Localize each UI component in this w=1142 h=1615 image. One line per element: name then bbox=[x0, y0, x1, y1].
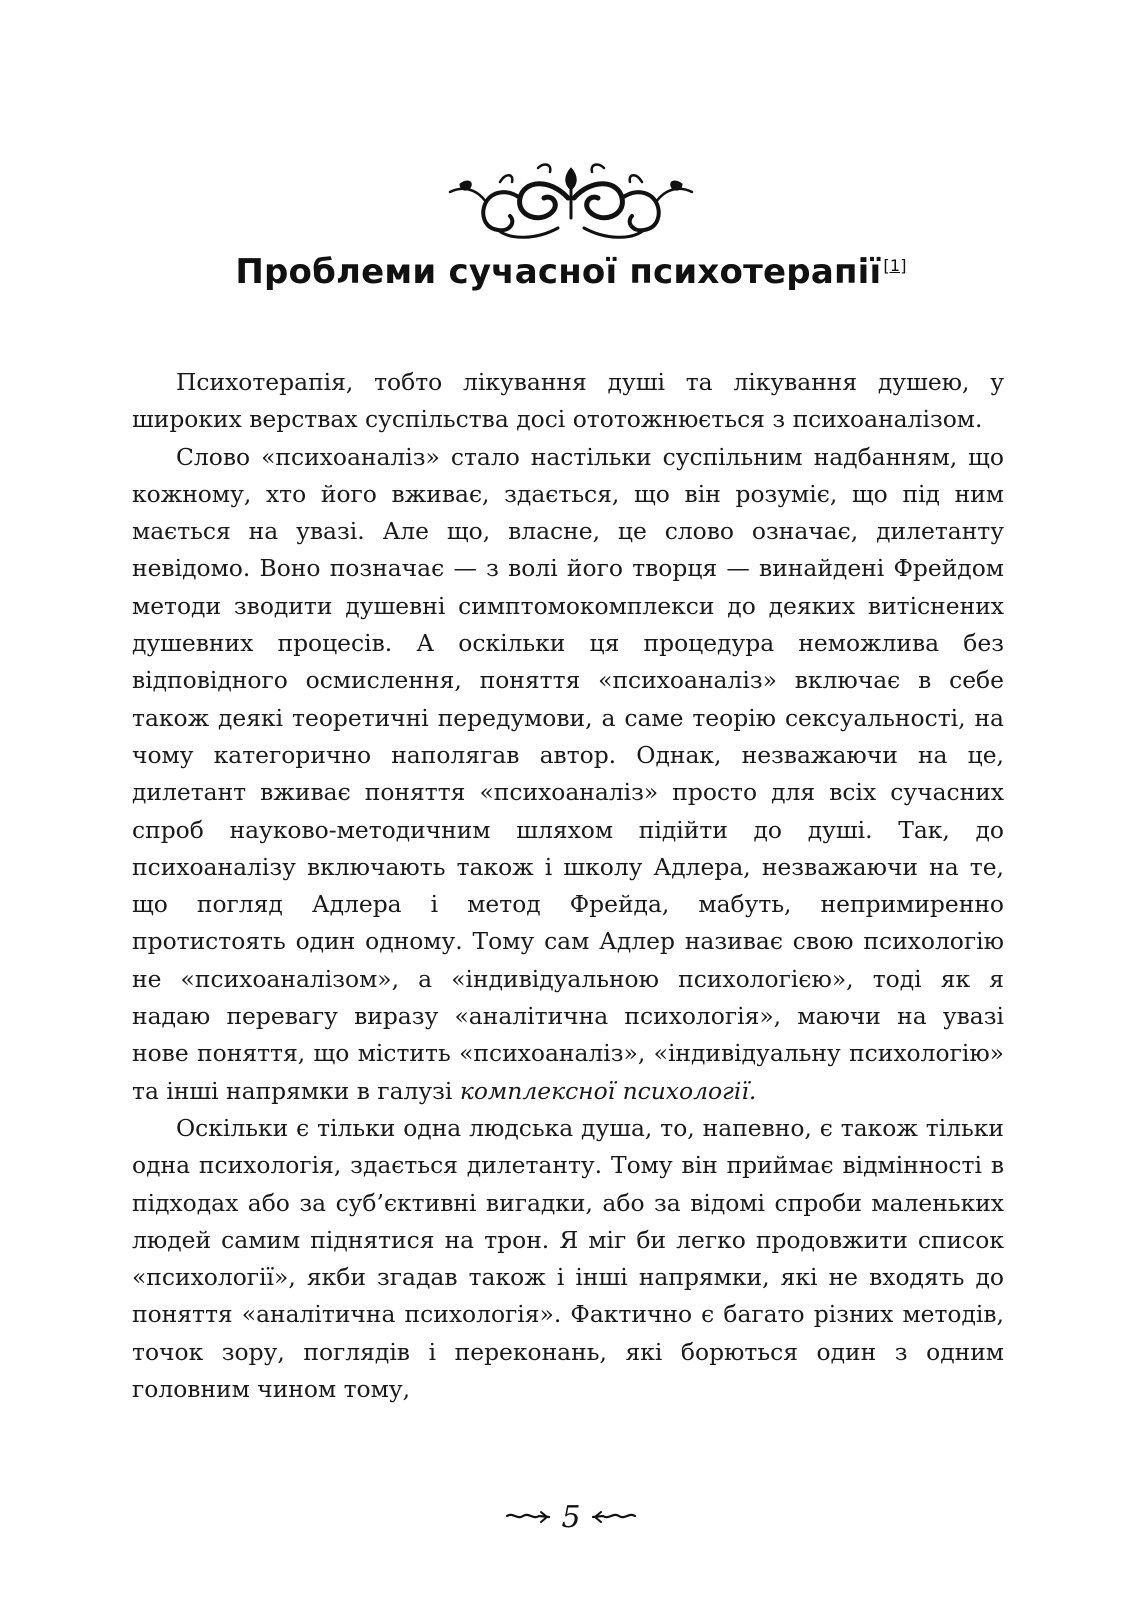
paragraph-2-text: Слово «психоаналіз» стало настільки суспільним надбанням, що кожному, хто його вживає, здається, що він розуміє, що під ним мається на увазі. Але що, власне, це слово означає, дилетанту невідомо. Воно позначає — з волі його творця — винайдені Фрейдом методи зводити душевні симптомокомплекси до деяких витіснених душевних процесів. А оскільки ця процедура неможлива без відповідного осмислення, поняття «психоаналіз» включає в себе також деякі теоретичні передумови, а саме теорію сексуальності, на чому категорично наполягав автор. Однак, незважаючи на це, дилетант вживає поняття «психоаналіз» просто для всіх сучасних спроб науково-методичним шляхом підійти до душі. Так, до психоаналізу включають також і школу Адлера, незважаючи на те, що погляд Адлера і метод Фрейда, мабуть, непримиренно протистоять один одному. Тому сам Адлер називає свою психологію не «психоаналізом», а «індивідуальною психологією», тоді як я надаю перевагу виразу «аналітична психологія», маючи на увазі нове поняття, що містить «психоаналіз», «індивідуальну психологію» та інші напрямки в галузі bbox=[132, 442, 1004, 1105]
chapter-title-text: Проблеми сучасної психотерапії bbox=[235, 252, 882, 292]
body-text bbox=[132, 364, 1004, 1408]
flourish-left-icon bbox=[505, 1508, 551, 1526]
paragraph-3: Оскільки є тільки одна людська душа, то, напевно, є також тільки одна психологія, здається дилетанту. Тому він приймає відмінності в підходах або за суб’єктивні вигадки, або за відомі спроби маленьких людей самим піднятися на трон. Я міг би легко продовжити список «психології», якби згадав також і інші напрямки, які не входять до поняття «аналітична психологія». Фактично є багато різних методів, точок зору, поглядів і переконань, які борються один з одним головним чином тому, bbox=[132, 1113, 1004, 1404]
paragraph-2 bbox=[132, 439, 1004, 1110]
page-footer bbox=[0, 1497, 1142, 1537]
footnote-link[interactable]: [1] bbox=[883, 255, 907, 275]
paragraph-1: Психотерапія, тобто лікування душі та лікування душею, у широких верствах суспільства досі ототожнюється з психоаналізом. bbox=[132, 368, 1004, 434]
paragraph-2-italic: комплексної психології. bbox=[459, 1076, 757, 1105]
chapter-title bbox=[140, 252, 1002, 292]
flourish-right-icon bbox=[591, 1508, 637, 1526]
floral-ornament-icon bbox=[440, 158, 702, 244]
page-number: 5 bbox=[561, 1499, 581, 1535]
